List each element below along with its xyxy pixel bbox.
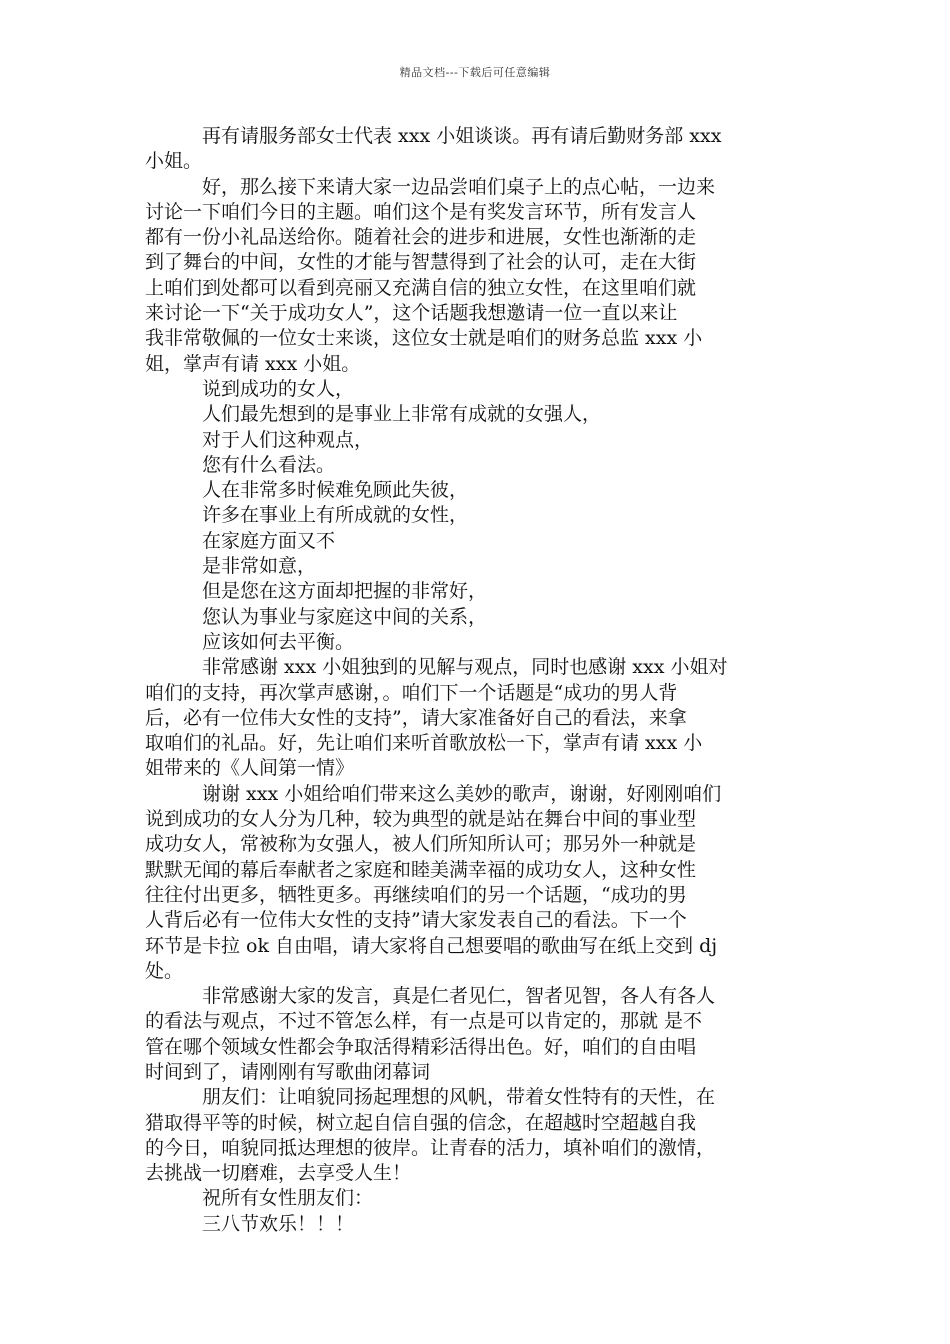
paragraph <box>145 175 810 377</box>
paragraph-line: 小姐。 <box>145 150 203 173</box>
paragraph <box>145 1212 810 1237</box>
paragraph <box>145 1085 810 1186</box>
paragraph-line: 我非常敬佩的一位女士来谈，这位女士就是咱们的财务总监 xxx 小 <box>145 327 703 350</box>
paragraph-line: 应该如何去平衡。 <box>202 630 355 653</box>
paragraph-line: 猎取得平等的时候，树立起自信自强的信念，在超越时空超越自我 <box>145 1111 697 1134</box>
paragraph-line: 您认为事业与家庭这中间的关系， <box>202 605 488 628</box>
paragraph-line: 对于人们这种观点， <box>202 428 374 451</box>
paragraph-line: 管在哪个领域女性都会争取活得精彩活得出色。好，咱们的自由唱 <box>145 1035 697 1058</box>
paragraph <box>145 124 810 175</box>
paragraph-line: 去挑战一切磨难，去享受人生！ <box>145 1162 412 1185</box>
paragraph-line: 的看法与观点，不过不管怎么样，有一点是可以肯定的，那就 是不 <box>145 1010 703 1033</box>
paragraph-line: 谢谢 xxx 小姐给咱们带来这么美妙的歌声，谢谢，好刚刚咱们 <box>202 782 722 805</box>
paragraph-line: 往往付出更多，牺牲更多。再继续咱们的另一个话题，“成功的男 <box>145 883 687 906</box>
paragraph-line: 人在非常多时候难免顾此失彼， <box>202 479 469 502</box>
paragraph-line: 都有一份小礼品送给你。随着社会的进步和进展，女性也渐渐的走 <box>145 226 697 249</box>
paragraph <box>145 428 810 453</box>
paragraph-line: 说到成功的女人， <box>202 377 355 400</box>
paragraph-line: 上咱们到处都可以看到亮丽又充满自信的独立女性，在这里咱们就 <box>145 276 697 299</box>
paragraph-line: 的今日，咱貌同抵达理想的彼岸。让青春的活力，填补咱们的激情， <box>145 1136 716 1159</box>
paragraph-line: 讨论一下咱们今日的主题。咱们这个是有奖发言环节，所有发言人 <box>145 200 697 223</box>
paragraph-line: 是非常如意， <box>202 555 317 578</box>
paragraph <box>145 630 810 655</box>
paragraph <box>145 579 810 604</box>
paragraph-line: 三八节欢乐！！！ <box>202 1212 355 1235</box>
paragraph-line: 非常感谢大家的发言，真是仁者见仁，智者见智，各人有各人 <box>202 985 716 1008</box>
paragraph-line: 人们最先想到的是事业上非常有成就的女强人， <box>202 403 602 426</box>
paragraph <box>145 782 810 984</box>
paragraph-line: 但是您在这方面却把握的非常好， <box>202 580 488 603</box>
paragraph <box>145 984 810 1085</box>
paragraph-line: 人背后必有一位伟大女性的支持”请大家发表自己的看法。下一个 <box>145 909 687 932</box>
paragraph-line: 非常感谢 xxx 小姐独到的见解与观点，同时也感谢 xxx 小姐对 <box>202 656 728 679</box>
paragraph <box>145 655 810 781</box>
paragraph-line: 时间到了，请刚刚有写歌曲闭幕词 <box>145 1060 431 1083</box>
paragraph-line: 成功女人，常被称为女强人，被人们所知所认可；那另外一种就是 <box>145 833 697 856</box>
paragraph-line: 默默无闻的幕后奉献者之家庭和睦美满幸福的成功女人，这种女性 <box>145 858 697 881</box>
paragraph-line: 咱们的支持，再次掌声感谢，。咱们下一个话题是“成功的男人背 <box>145 681 678 704</box>
paragraph-line: 到了舞台的中间，女性的才能与智慧得到了社会的认可，走在大街 <box>145 251 697 274</box>
paragraph-line: 您有什么看法。 <box>202 453 336 476</box>
paragraph-line: 环节是卡拉 ok 自由唱，请大家将自己想要唱的歌曲写在纸上交到 dj <box>145 934 718 957</box>
paragraph <box>145 529 810 554</box>
paragraph-line: 后，必有一位伟大女性的支持”，请大家准备好自己的看法，来拿 <box>145 706 687 729</box>
paragraph-line: 取咱们的礼品。好，先让咱们来听首歌放松一下，掌声有请 xxx 小 <box>145 732 703 755</box>
paragraph-line: 处。 <box>145 959 184 982</box>
paragraph-line: 说到成功的女人分为几种，较为典型的就是站在舞台中间的事业型 <box>145 808 697 831</box>
paragraph <box>145 503 810 528</box>
page-header: 精品文档---下载后可任意编辑 <box>399 66 551 79</box>
paragraph <box>145 453 810 478</box>
paragraph-line: 姐，掌声有请 xxx 小姐。 <box>145 352 361 375</box>
paragraph <box>145 554 810 579</box>
paragraph <box>145 478 810 503</box>
paragraph-line: 在家庭方面又不 <box>202 529 336 552</box>
paragraph-line: 祝所有女性朋友们： <box>202 1187 374 1210</box>
paragraph-line: 再有请服务部女士代表 xxx 小姐谈谈。再有请后勤财务部 xxx <box>202 125 722 147</box>
paragraph-line: 姐带来的《人间第一情》 <box>145 757 355 780</box>
paragraph <box>145 605 810 630</box>
paragraph-line: 许多在事业上有所成就的女性， <box>202 504 469 527</box>
paragraph-line: 好，那么接下来请大家一边品尝咱们桌子上的点心帖，一边来 <box>202 175 716 198</box>
paragraph <box>145 1186 810 1211</box>
paragraph <box>145 377 810 402</box>
paragraph <box>145 402 810 427</box>
paragraph-line: 朋友们：让咱貌同扬起理想的风帆，带着女性特有的天性，在 <box>202 1086 716 1109</box>
document-body <box>145 124 810 1237</box>
paragraph-line: 来讨论一下“关于成功女人”，这个话题我想邀请一位一直以来让 <box>145 302 678 325</box>
